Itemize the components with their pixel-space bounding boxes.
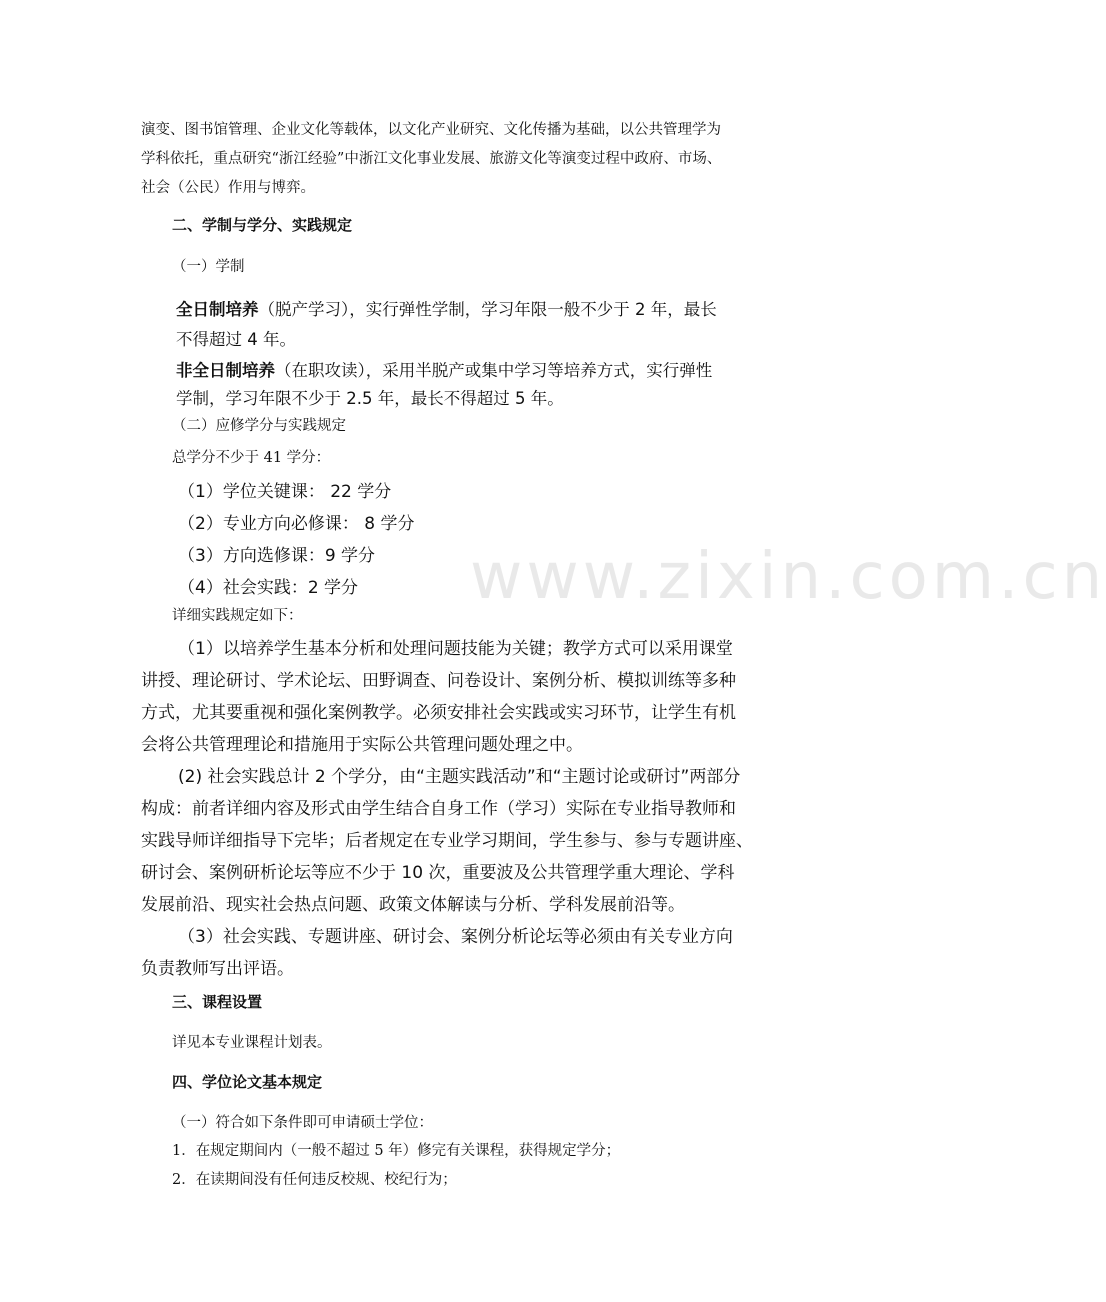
- subheading-degree-conditions: （一）符合如下条件即可申请硕士学位：: [172, 1115, 433, 1131]
- subheading-schooling: （一）学制: [172, 259, 245, 275]
- condition-item: 1．在规定期间内（一般不超过 5 年）修完有关课程，获得规定学分；: [172, 1143, 621, 1159]
- fulltime-text: （脱产学习），实行弹性学制，学习年限一般不少于 2 年，最长: [258, 300, 717, 319]
- credit-item: （2）专业方向必修课： 8 学分: [178, 514, 415, 534]
- detail-intro: 详细实践规定如下：: [172, 608, 303, 624]
- para-2-line: 发展前沿、现实社会热点问题、政策文体解读与分析、学科发展前沿等。: [141, 895, 685, 915]
- para-1-line: 方式，尤其要重视和强化案例教学。必须安排社会实践或实习环节，让学生有机: [141, 703, 736, 723]
- total-credits: 总学分不少于 41 学分：: [172, 450, 331, 466]
- intro-line-3: 社会（公民）作用与博弈。: [141, 180, 315, 196]
- intro-line-2: 学科依托，重点研究“浙江经验”中浙江文化事业发展、旅游文化等演变过程中政府、市场、: [141, 151, 722, 167]
- watermark: www.zixin.com.cn: [470, 540, 1106, 614]
- course-plan-note: 详见本专业课程计划表。: [172, 1035, 332, 1051]
- para-1-line: 会将公共管理理论和措施用于实际公共管理问题处理之中。: [141, 735, 583, 755]
- subheading-credits: （二）应修学分与实践规定: [172, 418, 346, 434]
- fulltime-line-1: [176, 296, 717, 320]
- para-2-line: 研讨会、案例研析论坛等应不少于 10 次，重要波及公共管理学重大理论、学科: [141, 863, 735, 883]
- intro-line-1: 演变、图书馆管理、企业文化等载体，以文化产业研究、文化传播为基础，以公共管理学为: [141, 122, 721, 138]
- para-2-line: 实践导师详细指导下完毕；后者规定在专业学习期间，学生参与、参与专题讲座、: [141, 831, 753, 851]
- parttime-line-2: 学制，学习年限不少于 2.5 年，最长不得超过 5 年。: [176, 389, 564, 408]
- para-3-line: 负责教师写出评语。: [141, 959, 294, 979]
- fulltime-label: 全日制培养: [176, 300, 259, 319]
- parttime-text: （在职攻读），采用半脱产或集中学习等培养方式，实行弹性: [275, 361, 713, 380]
- para-1-line: （1）以培养学生基本分析和处理问题技能为关键；教学方式可以采用课堂: [178, 639, 733, 659]
- fulltime-line-2: 不得超过 4 年。: [176, 330, 296, 349]
- para-2-line: (2) 社会实践总计 2 个学分，由“主题实践活动”和“主题讨论或研讨”两部分: [178, 767, 741, 787]
- credit-item: （3）方向选修课：9 学分: [178, 546, 376, 566]
- parttime-label: 非全日制培养: [176, 361, 275, 380]
- credit-item: （4）社会实践：2 学分: [178, 578, 359, 598]
- section-3-heading: 三、课程设置: [172, 993, 263, 1011]
- section-4-heading: 四、学位论文基本规定: [172, 1073, 323, 1091]
- para-1-line: 讲授、理论研讨、学术论坛、田野调查、问卷设计、案例分析、模拟训练等多种: [141, 671, 736, 691]
- condition-item: 2．在读期间没有任何违反校规、校纪行为；: [172, 1172, 457, 1188]
- section-2-heading: 二、学制与学分、实践规定: [172, 216, 353, 234]
- para-2-line: 构成：前者详细内容及形式由学生结合自身工作（学习）实际在专业指导教师和: [141, 799, 736, 819]
- credit-item: （1）学位关键课： 22 学分: [178, 482, 392, 502]
- parttime-line-1: [176, 357, 712, 381]
- para-3-line: （3）社会实践、专题讲座、研讨会、案例分析论坛等必须由有关专业方向: [178, 927, 733, 947]
